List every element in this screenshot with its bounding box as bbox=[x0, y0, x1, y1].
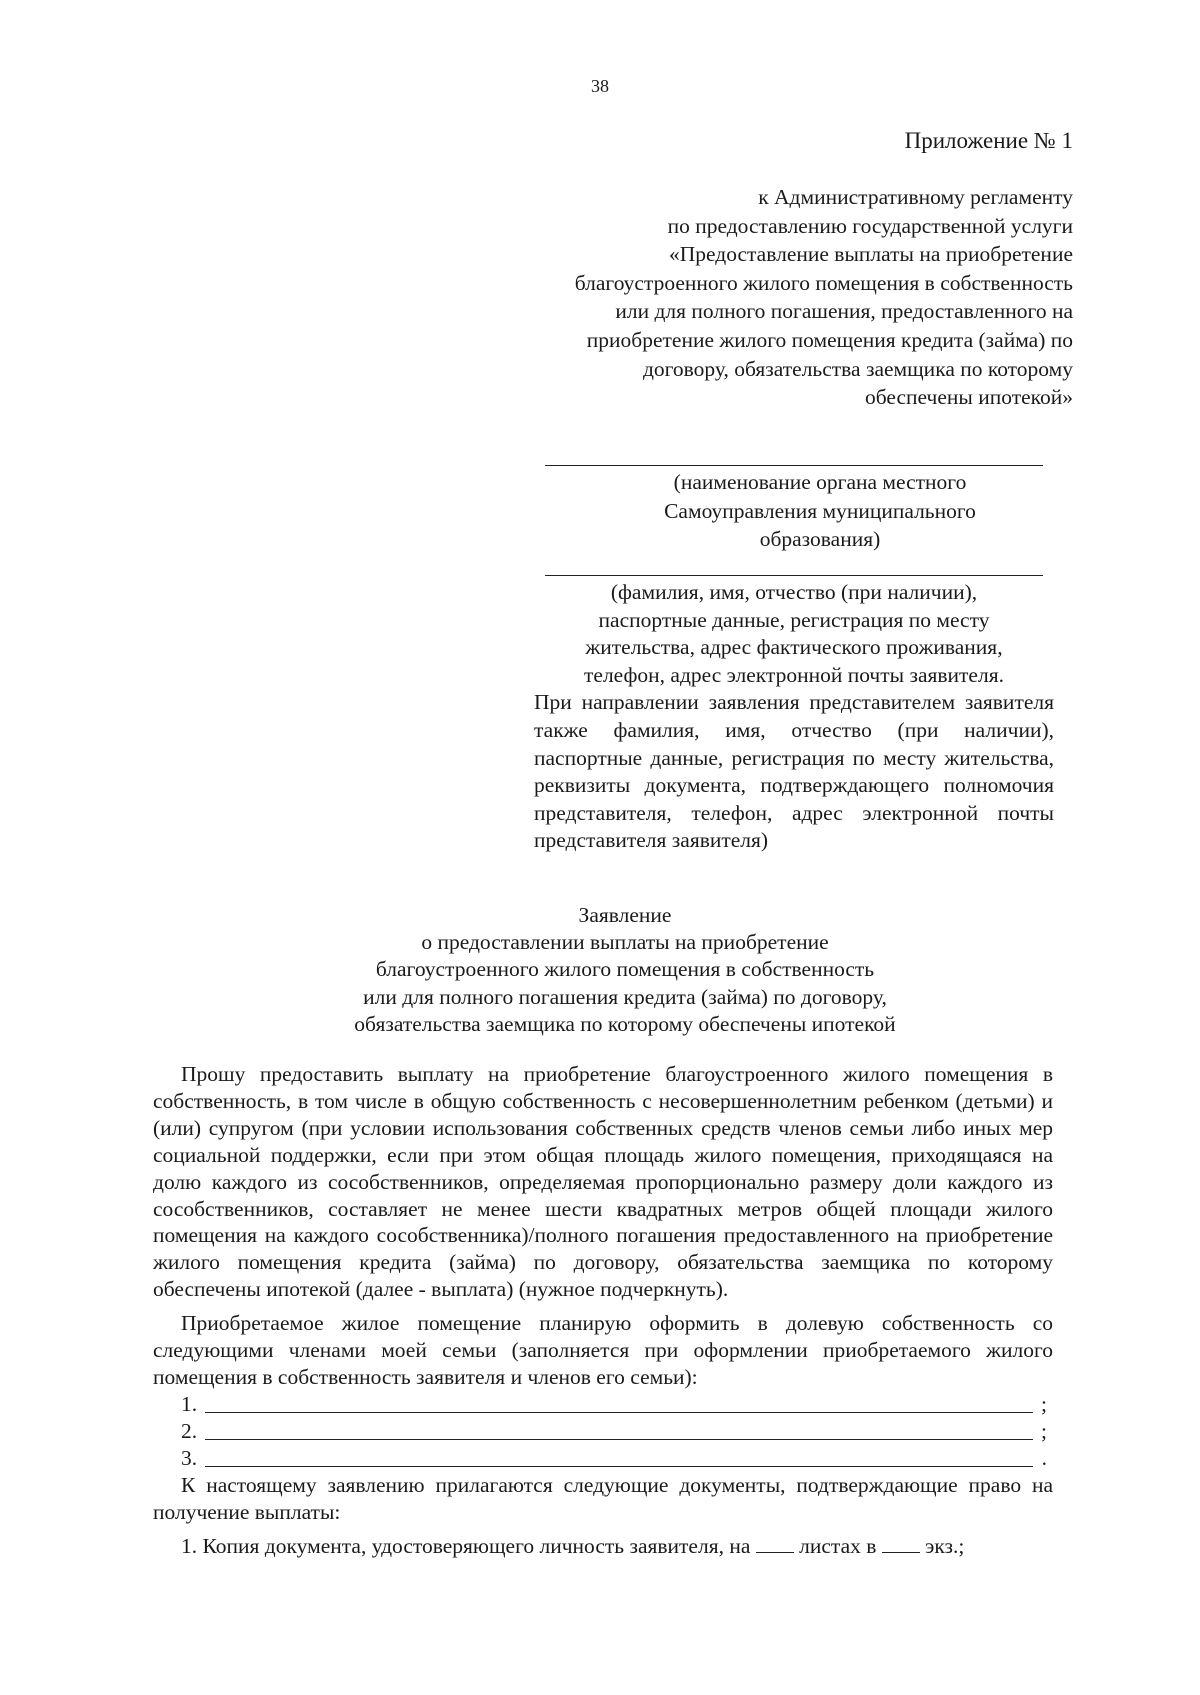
appendix-line: приобретение жилого помещения кредита (займа) по bbox=[586, 327, 1073, 352]
appendix-title: Приложение № 1 bbox=[904, 128, 1073, 153]
line-number: 2. bbox=[181, 1418, 198, 1443]
family-member-line-1[interactable] bbox=[181, 1391, 1053, 1418]
request-paragraph: Прошу предоставить выплату на приобретение благоустроенного жилого помещения в собственность, в том числе в общую собственность с несовершеннолетним ребенком (детьми) и (или) супругом (при условии использования собственных средств членов семьи либо иных мер социальной поддержки, если при этом общая площадь жилого помещения, приходящаяся на долю каждого из сособственников, определяемая пропорционально размеру доли каждого из сособственников, составляет не менее шести квадратных метров общей площади жилого помещения на каждого сособственника)/полного погашения предоставленного на приобретение жилого помещения кредита (займа) по договору, обязательства заемщика по которому обеспечены ипотекой (далее - выплата) (нужное подчеркнуть). bbox=[153, 1062, 1053, 1302]
fill-blank[interactable] bbox=[205, 1412, 1033, 1413]
family-member-line-2[interactable] bbox=[181, 1418, 1053, 1445]
family-intro-paragraph: Приобретаемое жилое помещение планирую оформить в долевую собственность со следующими членами моей семьи (заполняется при оформлении приобретаемого жилого помещения в собственность заявителя и членов его семьи): bbox=[153, 1311, 1053, 1389]
appendix-line: «Предоставление выплаты на приобретение bbox=[668, 242, 1073, 267]
attachment-item-1 bbox=[153, 1533, 1053, 1560]
caption-line: телефон, адрес электронной почты заявителя. bbox=[584, 662, 1004, 687]
line-end: ; bbox=[1041, 1391, 1047, 1416]
appendix-line: обеспечены ипотекой» bbox=[865, 385, 1073, 410]
copies-count-blank[interactable] bbox=[882, 1534, 920, 1553]
appendix-line: к Административному регламенту bbox=[758, 185, 1073, 209]
page-number: 38 bbox=[591, 76, 609, 96]
statement-body bbox=[153, 1061, 1053, 1560]
family-member-line-3[interactable] bbox=[181, 1445, 1053, 1472]
appendix-line: благоустроенного жилого помещения в собственность bbox=[574, 270, 1073, 295]
appendix-line: или для полного погашения, предоставленного на bbox=[615, 299, 1073, 324]
statement-line: о предоставлении выплаты на приобретение bbox=[421, 930, 829, 955]
org-name-caption bbox=[630, 468, 1010, 554]
statement-line: обязательства заемщика по которому обеспечены ипотекой bbox=[354, 1011, 896, 1036]
caption-line: (фамилия, имя, отчество (при наличии), bbox=[610, 580, 978, 604]
appendix-reference bbox=[575, 183, 1073, 412]
org-name-blank-line bbox=[545, 465, 1043, 466]
line-end: . bbox=[1041, 1445, 1047, 1470]
statement-line: благоустроенного жилого помещения в собственность bbox=[375, 957, 875, 982]
caption-line: паспортные данные, регистрация по месту bbox=[598, 607, 990, 632]
fill-blank[interactable] bbox=[205, 1439, 1033, 1440]
appendix-line: договору, обязательства заемщика по которому bbox=[642, 356, 1073, 381]
fill-blank[interactable] bbox=[205, 1466, 1033, 1467]
statement-heading: Заявление bbox=[578, 903, 672, 927]
applicant-blank-line bbox=[545, 575, 1043, 576]
caption-line: жительства, адрес фактического проживания, bbox=[585, 635, 1003, 660]
item-text: 1. Копия документа, удостоверяющего личность заявителя, на bbox=[181, 1533, 751, 1558]
line-number: 3. bbox=[181, 1445, 198, 1470]
representative-note: При направлении заявления представителем заявителя также фамилия, имя, отчество (при наличии), паспортные данные, регистрация по месту жительства, реквизиты документа, подтверждающего полномочия представителя, телефон, адрес электронной почты представителя заявителя) bbox=[534, 690, 1054, 853]
line-number: 1. bbox=[181, 1391, 198, 1416]
caption-line: (наименование органа местного bbox=[673, 470, 967, 494]
appendix-line: по предоставлению государственной услуги bbox=[667, 213, 1073, 238]
applicant-caption bbox=[534, 579, 1054, 855]
item-text: экз.; bbox=[925, 1533, 965, 1558]
line-end: ; bbox=[1041, 1418, 1047, 1443]
caption-line: Самоуправления муниципального bbox=[664, 498, 976, 523]
caption-line: образования) bbox=[759, 527, 881, 551]
attachments-intro-paragraph: К настоящему заявлению прилагаются следующие документы, подтверждающие право на получение выплаты: bbox=[153, 1472, 1053, 1524]
item-text: листах в bbox=[799, 1533, 877, 1558]
sheets-count-blank[interactable] bbox=[756, 1534, 794, 1553]
statement-title bbox=[240, 902, 1010, 1038]
statement-line: или для полного погашения кредита (займа) по договору, bbox=[363, 984, 887, 1009]
